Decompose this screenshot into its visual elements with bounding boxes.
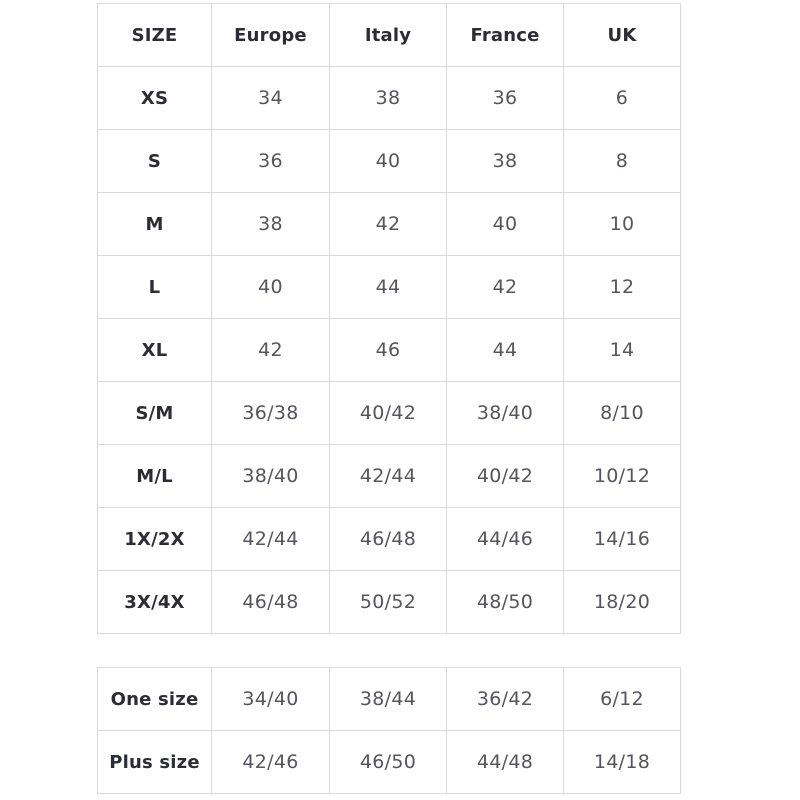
value-cell: 10/12 <box>564 445 681 508</box>
size-cell: One size <box>98 668 212 731</box>
value-cell: 42/44 <box>212 508 330 571</box>
table-row-m-l <box>98 445 681 508</box>
column-header-europe: Europe <box>212 4 330 67</box>
value-cell: 36/38 <box>212 382 330 445</box>
column-header-size: SIZE <box>98 4 212 67</box>
value-cell: 40 <box>447 193 564 256</box>
value-cell: 42 <box>330 193 447 256</box>
value-cell: 42/46 <box>212 731 330 794</box>
table-row-l <box>98 256 681 319</box>
value-cell: 40 <box>330 130 447 193</box>
value-cell: 42 <box>447 256 564 319</box>
table-row-s-m <box>98 382 681 445</box>
value-cell: 44 <box>447 319 564 382</box>
size-cell: M/L <box>98 445 212 508</box>
value-cell: 46/48 <box>330 508 447 571</box>
value-cell: 36/42 <box>447 668 564 731</box>
column-header-italy: Italy <box>330 4 447 67</box>
value-cell: 10 <box>564 193 681 256</box>
size-conversion-table <box>97 3 681 634</box>
column-header-uk: UK <box>564 4 681 67</box>
size-chart-container <box>97 3 681 794</box>
value-cell: 38 <box>330 67 447 130</box>
value-cell: 44/46 <box>447 508 564 571</box>
value-cell: 12 <box>564 256 681 319</box>
value-cell: 38 <box>447 130 564 193</box>
value-cell: 6 <box>564 67 681 130</box>
value-cell: 34 <box>212 67 330 130</box>
size-cell: S/M <box>98 382 212 445</box>
size-cell: S <box>98 130 212 193</box>
table-row-one-size <box>98 668 681 731</box>
value-cell: 42/44 <box>330 445 447 508</box>
size-cell: XL <box>98 319 212 382</box>
value-cell: 8 <box>564 130 681 193</box>
table-row-1x-2x <box>98 508 681 571</box>
value-cell: 46/50 <box>330 731 447 794</box>
size-cell: M <box>98 193 212 256</box>
value-cell: 44 <box>330 256 447 319</box>
value-cell: 38/40 <box>447 382 564 445</box>
table-row-m <box>98 193 681 256</box>
value-cell: 36 <box>212 130 330 193</box>
table-row-xl <box>98 319 681 382</box>
value-cell: 50/52 <box>330 571 447 634</box>
value-cell: 14/18 <box>564 731 681 794</box>
value-cell: 46/48 <box>212 571 330 634</box>
value-cell: 34/40 <box>212 668 330 731</box>
size-cell: L <box>98 256 212 319</box>
size-cell: Plus size <box>98 731 212 794</box>
table-row-3x-4x <box>98 571 681 634</box>
value-cell: 40/42 <box>447 445 564 508</box>
value-cell: 46 <box>330 319 447 382</box>
header-row <box>98 4 681 67</box>
table-row-plus-size <box>98 731 681 794</box>
table-row-s <box>98 130 681 193</box>
value-cell: 42 <box>212 319 330 382</box>
value-cell: 40 <box>212 256 330 319</box>
value-cell: 44/48 <box>447 731 564 794</box>
column-header-france: France <box>447 4 564 67</box>
value-cell: 14 <box>564 319 681 382</box>
table-row-xs <box>98 67 681 130</box>
value-cell: 38/44 <box>330 668 447 731</box>
value-cell: 14/16 <box>564 508 681 571</box>
value-cell: 6/12 <box>564 668 681 731</box>
value-cell: 38/40 <box>212 445 330 508</box>
value-cell: 18/20 <box>564 571 681 634</box>
value-cell: 36 <box>447 67 564 130</box>
value-cell: 48/50 <box>447 571 564 634</box>
special-sizes-table <box>97 667 681 794</box>
value-cell: 8/10 <box>564 382 681 445</box>
size-cell: 1X/2X <box>98 508 212 571</box>
value-cell: 40/42 <box>330 382 447 445</box>
size-cell: 3X/4X <box>98 571 212 634</box>
value-cell: 38 <box>212 193 330 256</box>
size-cell: XS <box>98 67 212 130</box>
